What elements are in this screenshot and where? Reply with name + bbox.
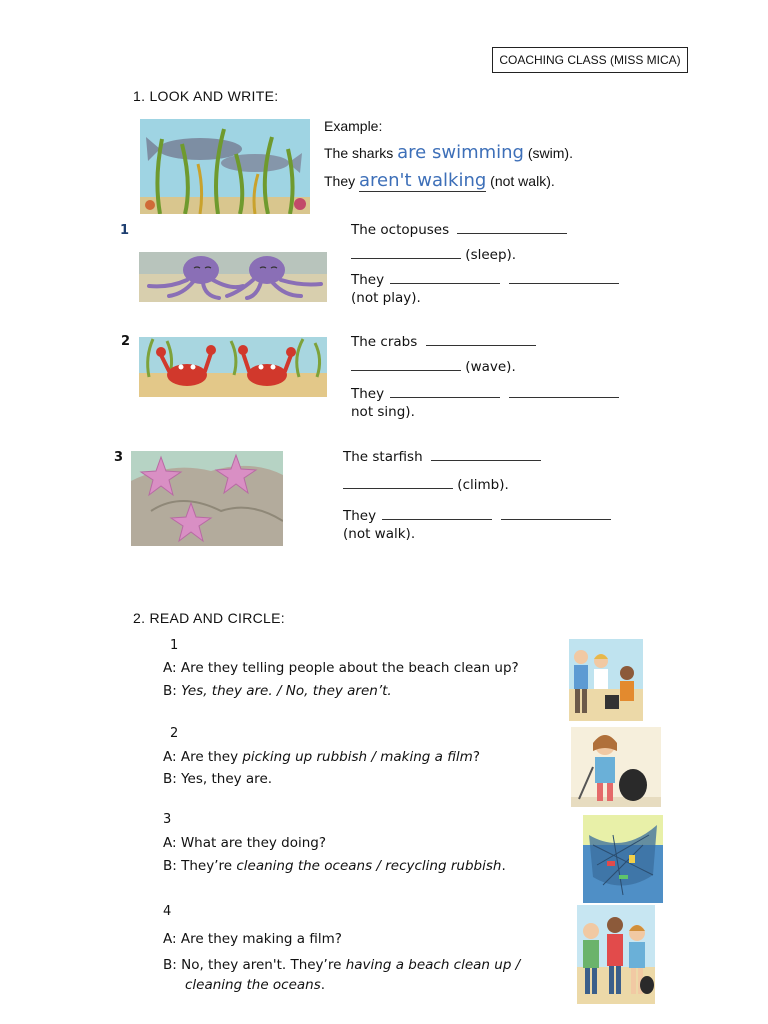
item3-line3 — [343, 508, 611, 524]
example-line-2 — [324, 170, 555, 191]
item1-blank-c[interactable] — [390, 282, 500, 284]
example-label: Example: — [324, 118, 383, 134]
q3-answer-options[interactable]: cleaning the oceans / recycling rubbish — [236, 858, 502, 874]
item1-line3 — [351, 272, 619, 288]
q2-answer: B: Yes, they are. — [163, 771, 273, 787]
item3-subject: The starfish — [343, 449, 423, 465]
item3-line2 — [343, 477, 509, 493]
q4-answer-option-2[interactable]: cleaning the oceans — [185, 977, 321, 993]
item2-they: They — [351, 386, 385, 402]
item2-line3 — [351, 386, 619, 402]
section2-title: 2. READ AND CIRCLE: — [133, 610, 285, 626]
item2-blank-b[interactable] — [351, 369, 461, 371]
item1-blank-a[interactable] — [457, 232, 567, 234]
example-line1-hint: (swim). — [527, 145, 573, 161]
beach-kids-illustration — [569, 639, 643, 721]
item2-blank-d[interactable] — [509, 396, 619, 398]
q1-answer — [163, 683, 392, 699]
q4-answer-line2 — [185, 977, 325, 993]
example-line1-start: The sharks — [324, 145, 394, 161]
item-number-3: 3 — [114, 450, 124, 465]
q1-answer-prefix: B: — [163, 683, 182, 699]
q3-answer-suffix: . — [501, 858, 506, 874]
item3-hint: (climb). — [457, 477, 509, 493]
coaching-class-box: COACHING CLASS (MISS MICA) — [492, 47, 688, 73]
item2-blank-c[interactable] — [390, 396, 500, 398]
q4-answer-option-1[interactable]: having a beach clean up / — [345, 957, 521, 973]
item2-hint: (wave). — [465, 359, 516, 375]
q3-answer — [163, 858, 506, 874]
item3-line4: (not walk). — [343, 526, 416, 542]
item2-line4: not sing). — [351, 404, 415, 420]
q4-answer-suffix: . — [320, 977, 326, 993]
item1-line2 — [351, 247, 516, 263]
example-line2-start: They — [324, 173, 356, 189]
item3-blank-d[interactable] — [501, 518, 611, 520]
q2-question-prefix: A: Are they — [163, 749, 243, 765]
item-number-2: 2 — [121, 334, 131, 349]
example-line-1 — [324, 142, 573, 163]
item2-line2 — [351, 359, 516, 375]
item1-line1 — [351, 222, 567, 238]
item3-blank-b[interactable] — [343, 487, 453, 489]
q2-number: 2 — [170, 726, 179, 741]
q4-answer-prefix: B: No, they aren't. They’re — [163, 957, 346, 973]
item3-blank-a[interactable] — [431, 459, 541, 461]
item1-line4: (not play). — [351, 290, 421, 306]
item3-line1 — [343, 449, 541, 465]
item3-they: They — [343, 508, 377, 524]
q2-question — [163, 749, 480, 765]
example-line2-hint: (not walk). — [490, 173, 555, 189]
item1-subject: The octopuses — [351, 222, 450, 238]
crabs-illustration — [139, 337, 327, 397]
item2-line1 — [351, 334, 536, 350]
q4-question: A: Are they making a film? — [163, 931, 342, 947]
item1-blank-b[interactable] — [351, 257, 461, 259]
girl-picking-rubbish-illustration — [571, 727, 661, 807]
starfish-illustration — [131, 451, 283, 546]
item-number-1: 1 — [120, 223, 130, 238]
q4-number: 4 — [163, 904, 172, 919]
item1-hint: (sleep). — [465, 247, 517, 263]
example-line1-answer: are swimming — [397, 142, 524, 163]
item2-blank-a[interactable] — [426, 344, 536, 346]
q4-answer-line1 — [163, 957, 520, 973]
q2-question-options[interactable]: picking up rubbish / making a film — [242, 749, 473, 765]
item2-subject: The crabs — [351, 334, 418, 350]
q3-answer-prefix: B: They’re — [163, 858, 237, 874]
q3-question: A: What are they doing? — [163, 835, 327, 851]
q1-answer-options[interactable]: Yes, they are. / No, they aren’t. — [181, 683, 392, 699]
q3-number: 3 — [163, 812, 172, 827]
item1-they: They — [351, 272, 385, 288]
item1-blank-d[interactable] — [509, 282, 619, 284]
q2-question-suffix: ? — [472, 749, 480, 765]
q1-question: A: Are they telling people about the beach clean up? — [163, 660, 519, 676]
item3-blank-c[interactable] — [382, 518, 492, 520]
q1-number: 1 — [170, 638, 179, 653]
three-kids-illustration — [577, 905, 655, 1004]
sharks-illustration — [140, 119, 310, 214]
ocean-net-rubbish-illustration — [583, 815, 663, 903]
section1-title: 1. LOOK AND WRITE: — [133, 88, 279, 104]
example-line2-answer: aren't walking — [359, 170, 487, 191]
octopuses-illustration — [139, 252, 327, 302]
